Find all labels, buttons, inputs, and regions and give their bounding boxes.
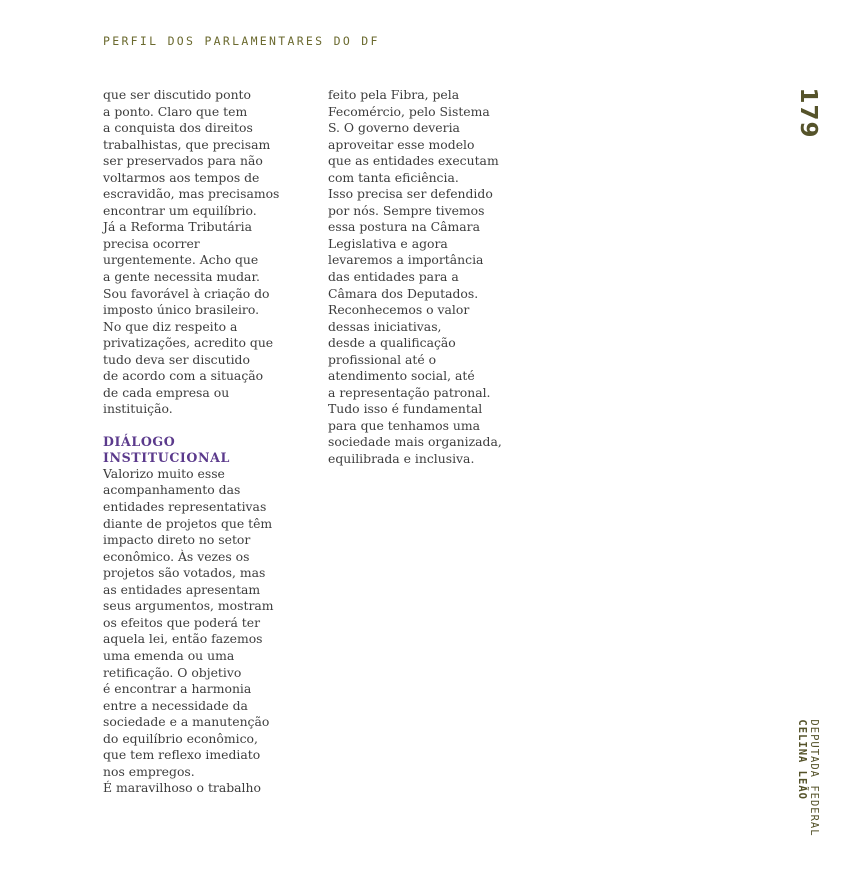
text-line: feito pela Fibra, pela (328, 87, 460, 102)
text-line: a representação patronal. (328, 384, 491, 400)
text-line: a gente necessita mudar. (103, 269, 260, 285)
paragraph (103, 466, 318, 797)
running-head: PERFIL DOS PARLAMENTARES DO DF (103, 34, 380, 48)
text-line: desde a qualificação (328, 335, 456, 351)
text-line: Isso precisa ser defendido (328, 186, 493, 202)
side-label (796, 719, 820, 836)
text-line: com tanta eficiência. (328, 169, 459, 185)
text-line: Tudo isso é fundamental (328, 401, 483, 417)
text-line: ser preservados para não (103, 153, 263, 169)
text-line: voltarmos aos tempos de (103, 169, 260, 185)
page-number: 179 (795, 87, 821, 139)
text-line: entre a necessidade da (103, 697, 248, 713)
text-line: seus argumentos, mostram (103, 598, 274, 614)
side-label-name: CELINA LEÃO (796, 719, 808, 800)
text-line: encontrar um equilíbrio. (103, 202, 257, 218)
text-line: impacto direto no setor (103, 532, 251, 548)
text-line: Câmara dos Deputados. (328, 285, 479, 301)
paragraph (103, 87, 318, 418)
text-line: S. O governo deveria (328, 120, 460, 136)
text-line: instituição. (103, 401, 173, 417)
text-line: que as entidades executam (328, 153, 499, 169)
text-line: imposto único brasileiro. (103, 302, 260, 318)
text-line: sociedade mais organizada, (328, 434, 502, 450)
text-line: econômico. Às vezes os (103, 548, 250, 564)
text-line: É maravilhoso o trabalho (103, 780, 261, 796)
text-line: aquela lei, então fazemos (103, 631, 263, 647)
text-line: Legislativa e agora (328, 235, 448, 251)
side-label-role: DEPUTADA FEDERAL (808, 719, 820, 837)
text-line: dessas iniciativas, (328, 318, 442, 334)
text-line: a conquista dos direitos (103, 120, 253, 136)
text-line: urgentemente. Acho que (103, 252, 259, 268)
text-line: trabalhistas, que precisam (103, 136, 271, 152)
text-line: é encontrar a harmonia (103, 681, 252, 697)
text-line: Valorizo muito esse (103, 465, 225, 481)
text-line: de acordo com a situação (103, 368, 264, 384)
text-line: Já a Reforma Tributária (103, 219, 253, 235)
text-line: uma emenda ou uma (103, 647, 235, 663)
text-line: por nós. Sempre tivemos (328, 202, 485, 218)
text-line: Reconhecemos o valor (328, 302, 470, 318)
paragraph (328, 87, 543, 468)
text-line: tudo deva ser discutido (103, 351, 250, 367)
text-line: escravidão, mas precisamos (103, 186, 280, 202)
text-line: Sou favorável à criação do (103, 285, 270, 301)
text-line: das entidades para a (328, 269, 459, 285)
text-line: INSTITUCIONAL (103, 449, 230, 465)
text-line: que ser discutido ponto (103, 87, 251, 102)
text-line: a ponto. Claro que tem (103, 103, 248, 119)
text-line: essa postura na Câmara (328, 219, 480, 235)
text-line: entidades representativas (103, 499, 267, 515)
text-line: retificação. O objetivo (103, 664, 242, 680)
text-line: DIÁLOGO (103, 433, 176, 449)
text-line: atendimento social, até (328, 368, 475, 384)
text-line: que tem reflexo imediato (103, 747, 261, 763)
text-line: precisa ocorrer (103, 235, 200, 251)
left-column (103, 87, 318, 797)
section-heading (103, 434, 318, 466)
text-line: acompanhamento das (103, 482, 241, 498)
text-line: do equilíbrio econômico, (103, 730, 258, 746)
text-line: aproveitar esse modelo (328, 136, 475, 152)
text-line: as entidades apresentam (103, 581, 261, 597)
text-line: privatizações, acredito que (103, 335, 274, 351)
text-line: profissional até o (328, 351, 437, 367)
right-column (328, 87, 543, 468)
text-line: nos empregos. (103, 763, 195, 779)
text-line: Fecomércio, pelo Sistema (328, 103, 490, 119)
text-line: diante de projetos que têm (103, 515, 273, 531)
text-line: No que diz respeito a (103, 318, 238, 334)
text-line: levaremos a importância (328, 252, 484, 268)
text-line: os efeitos que poderá ter (103, 614, 261, 630)
text-line: equilibrada e inclusiva. (328, 451, 475, 467)
text-line: para que tenhamos uma (328, 417, 481, 433)
text-line: sociedade e a manutenção (103, 714, 270, 730)
text-line: de cada empresa ou (103, 384, 230, 400)
text-line: projetos são votados, mas (103, 565, 266, 581)
